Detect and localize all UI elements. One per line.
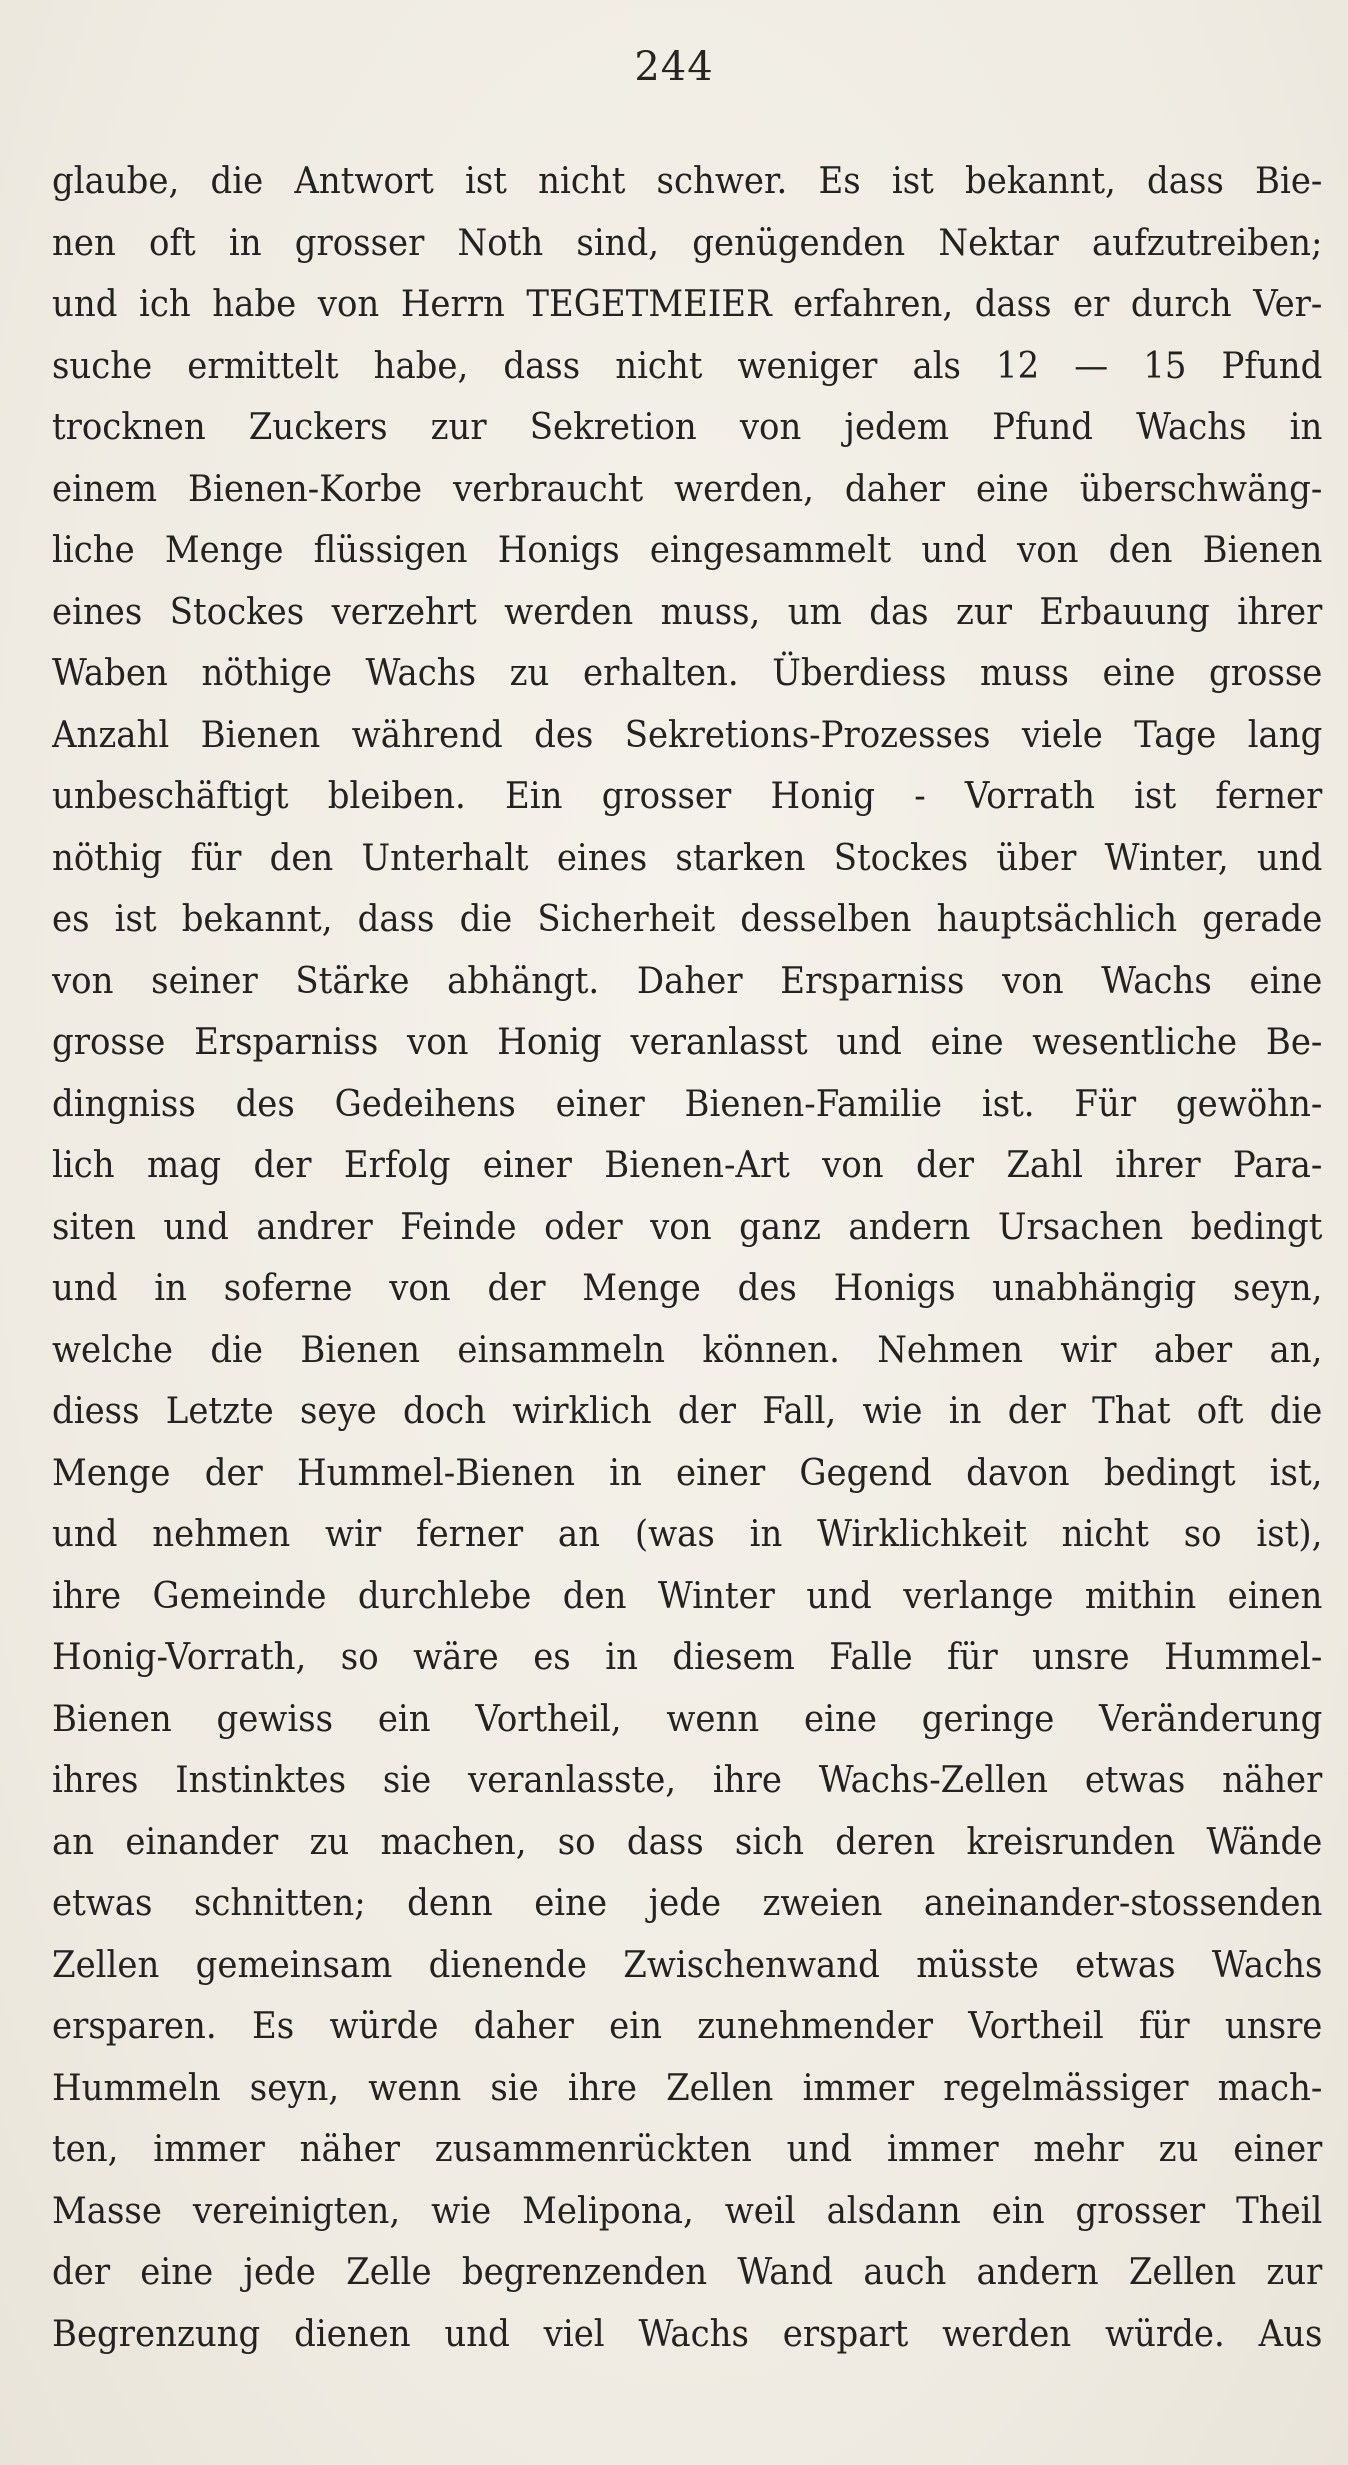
text-line: und ich habe von Herrn TEGETMEIER erfahren, dass er durch Ver-	[52, 282, 1323, 325]
text-line: ihres Instinktes sie veranlasste, ihre Wachs-Zellen etwas näher	[52, 1758, 1323, 1801]
text-line: der eine jede Zelle begrenzenden Wand auch andern Zellen zur	[52, 2250, 1323, 2293]
text-line: suche ermittelt habe, dass nicht weniger als 12 — 15 Pfund	[52, 343, 1323, 387]
text-line: unbeschäftigt bleiben. Ein grosser Honig - Vorrath ist ferner	[52, 774, 1323, 817]
text-line: Masse vereinigten, wie Melipona, weil alsdann ein grosser Theil	[52, 2188, 1323, 2232]
text-line: grosse Ersparniss von Honig veranlasst und eine wesentliche Be-	[52, 1020, 1323, 1063]
text-line: eines Stockes verzehrt werden muss, um das zur Erbauung ihrer	[52, 589, 1323, 633]
text-line: nen oft in grosser Noth sind, genügenden Nektar aufzutreiben;	[52, 220, 1323, 264]
text-line: diess Letzte seye doch wirklich der Fall, wie in der That oft die	[52, 1389, 1323, 1432]
text-line: lich mag der Erfolg einer Bienen-Art von der Zahl ihrer Para-	[52, 1143, 1323, 1186]
text-line: Waben nöthige Wachs zu erhalten. Überdiess muss eine grosse	[52, 651, 1323, 694]
text-line: es ist bekannt, dass die Sicherheit desselben hauptsächlich gerade	[52, 897, 1323, 940]
text-line: ten, immer näher zusammenrückten und immer mehr zu einer	[52, 2127, 1323, 2170]
text-line: siten und andrer Feinde oder von ganz andern Ursachen bedingt	[52, 1204, 1323, 1248]
text-line: Anzahl Bienen während des Sekretions-Prozesses viele Tage lang	[52, 712, 1323, 756]
text-line: Honig-Vorrath, so wäre es in diesem Falle für unsre Hummel-	[52, 1635, 1323, 1678]
text-line: Bienen gewiss ein Vortheil, wenn eine geringe Veränderung	[52, 1696, 1323, 1740]
text-line: dingniss des Gedeihens einer Bienen-Familie ist. Für gewöhn-	[52, 1081, 1323, 1125]
text-line: Menge der Hummel-Bienen in einer Gegend davon bedingt ist,	[52, 1450, 1323, 1494]
text-line: und in soferne von der Menge des Honigs unabhängig seyn,	[52, 1266, 1323, 1309]
text-line: nöthig für den Unterhalt eines starken Stockes über Winter, und	[52, 835, 1323, 879]
text-line: einem Bienen-Korbe verbraucht werden, daher eine überschwäng-	[52, 466, 1323, 510]
text-line: glaube, die Antwort ist nicht schwer. Es ist bekannt, dass Bie-	[52, 159, 1323, 202]
text-line: an einander zu machen, so dass sich deren kreisrunden Wände	[52, 1819, 1323, 1863]
text-line: ihre Gemeinde durchlebe den Winter und verlange mithin einen	[52, 1573, 1323, 1617]
text-line: Hummeln seyn, wenn sie ihre Zellen immer regelmässiger mach-	[52, 2065, 1323, 2109]
text-line: von seiner Stärke abhängt. Daher Ersparniss von Wachs eine	[52, 958, 1323, 1002]
text-line: trocknen Zuckers zur Sekretion von jedem Pfund Wachs in	[52, 405, 1323, 448]
body-text	[52, 150, 1322, 2364]
text-line: Zellen gemeinsam dienende Zwischenwand müsste etwas Wachs	[52, 1942, 1323, 1986]
text-line: und nehmen wir ferner an (was in Wirklichkeit nicht so ist),	[52, 1512, 1323, 1555]
text-line: etwas schnitten; denn eine jede zweien aneinander-stossenden	[52, 1881, 1323, 1924]
text-line: Begrenzung dienen und viel Wachs erspart werden würde. Aus	[52, 2311, 1323, 2355]
text-line: ersparen. Es würde daher ein zunehmender Vortheil für unsre	[52, 2004, 1323, 2047]
text-line: liche Menge flüssigen Honigs eingesammelt und von den Bienen	[52, 528, 1323, 571]
page-number: 244	[634, 44, 714, 90]
text-line: welche die Bienen einsammeln können. Nehmen wir aber an,	[52, 1327, 1323, 1371]
